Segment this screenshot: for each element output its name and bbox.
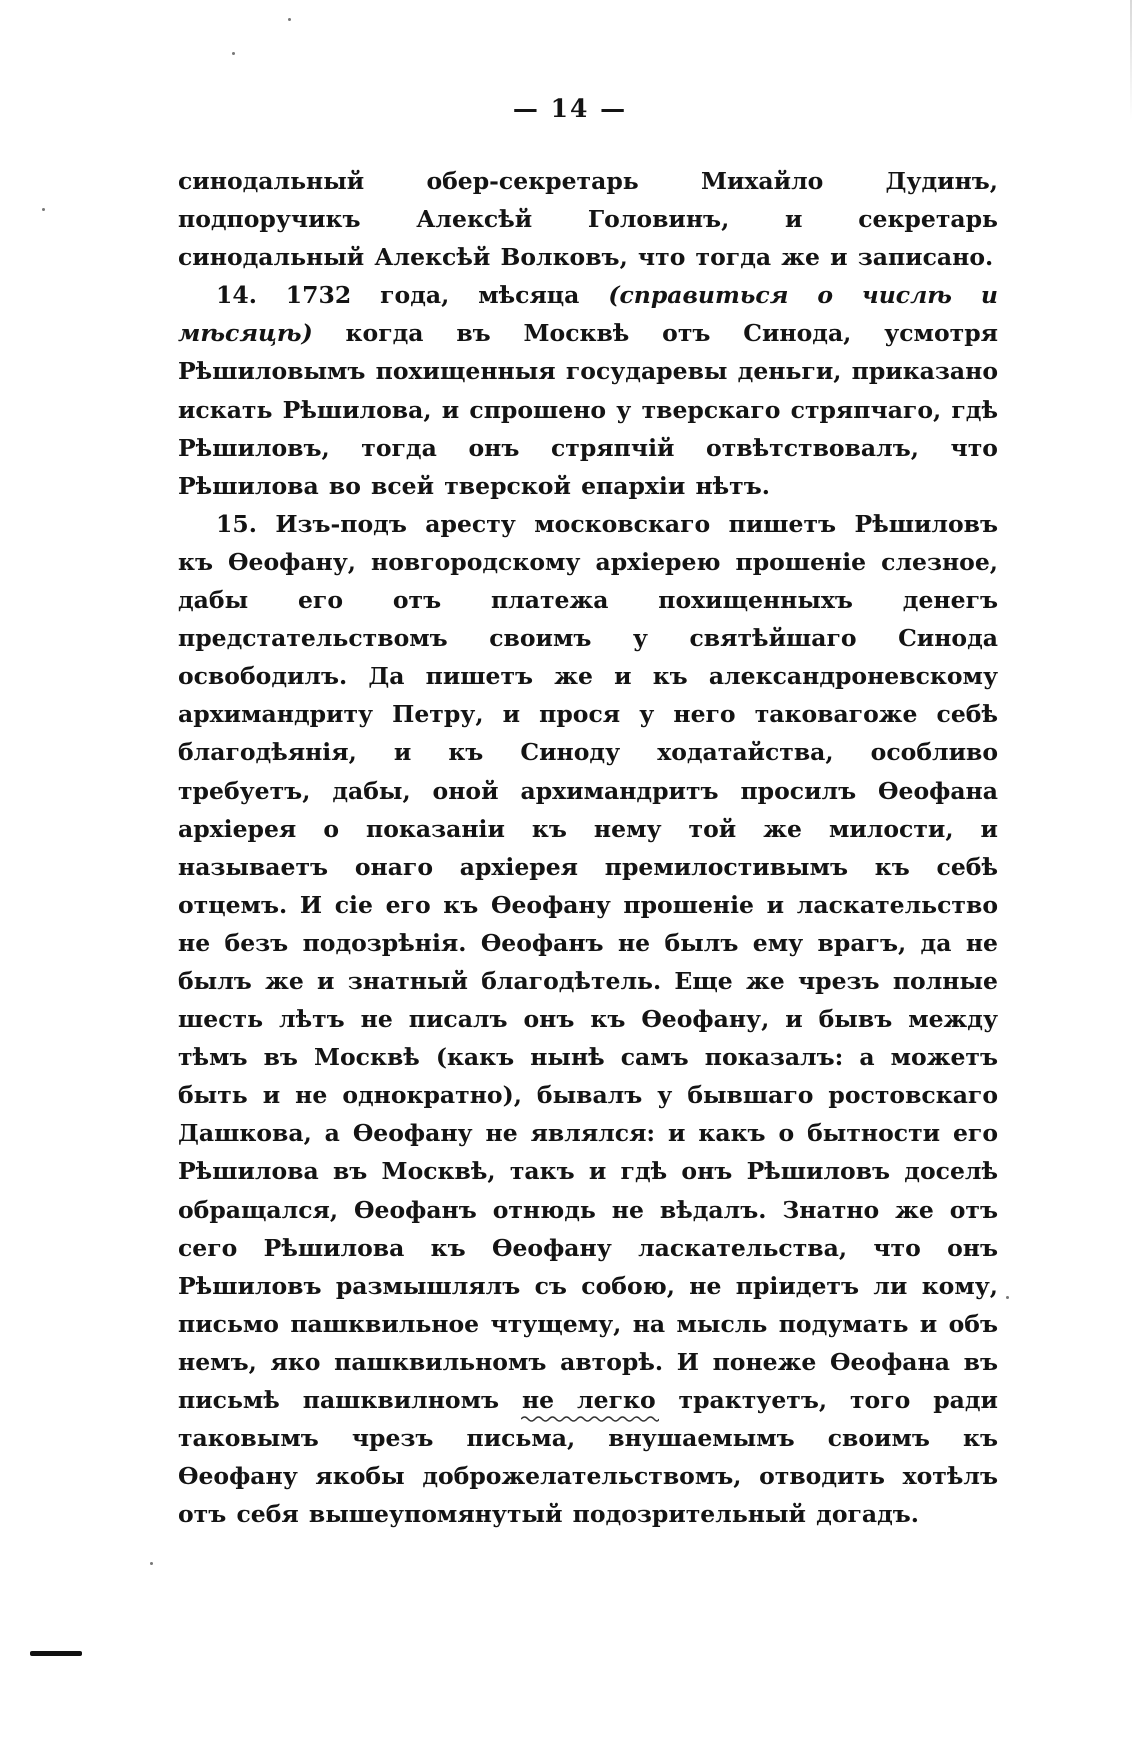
scan-speck xyxy=(1006,1296,1009,1299)
section-end-ornament xyxy=(521,1414,659,1424)
paragraph-continuation xyxy=(178,162,998,276)
scan-speck xyxy=(150,1562,153,1565)
scan-speck xyxy=(42,208,45,211)
paragraph-text: 14. 1732 года, мѣсяца xyxy=(216,281,609,310)
paragraph-14 xyxy=(178,276,998,505)
scan-speck xyxy=(288,18,291,21)
paragraph-text: 15. Изъ-подъ аресту московскаго пишетъ Рѣшиловъ къ Ѳеофану, новгородскому архіерею прошеніе слезное, дабы его отъ платежа похищенныхъ денегъ предстательствомъ своимъ у святѣйшаго Синода освободилъ. Да пишетъ же и къ александроневскому архимандриту Петру, и прося у него таковагоже себѣ благодѣянія, и къ Синоду ходатайства, особливо требуетъ, дабы, оной архимандритъ просилъ Ѳеофана архіерея о показаніи къ нему той же милости, и называетъ онаго архіерея премилостивымъ къ себѣ отцемъ. И сіе его къ Ѳеофану прошеніе и ласкательство не безъ подозрѣнія. Ѳеофанъ не былъ ему врагъ, да не былъ же и знатный благодѣтель. Еще же чрезъ полные шесть лѣтъ не писалъ онъ къ Ѳеофану, и бывъ между тѣмъ въ Москвѣ (какъ нынѣ самъ показалъ: а можетъ быть и не однократно), бывалъ у бывшаго ростовскаго Дашкова, а Ѳеофану не являлся: и какъ о бытности его Рѣшилова въ Москвѣ, такъ и гдѣ онъ Рѣшиловъ доселѣ обращался, Ѳеофанъ отнюдь не вѣдалъ. Знатно же отъ сего Рѣшилова къ Ѳеофану ласкательства, что онъ Рѣшиловъ размышлялъ съ собою, не пріидетъ ли кому, письмо пашквильное чтущему, на мысль подумать и объ немъ, яко пашквильномъ авторѣ. И понеже Ѳеофана въ письмѣ пашквилномъ не легко трактуетъ, того ради таковымъ чрезъ письма, внушаемымъ своимъ къ Ѳеофану якобы доброжелательствомъ, отводить хотѣлъ отъ себя вышеупомянутый подозрительный догадъ. xyxy=(178,509,998,1529)
margin-mark xyxy=(30,1651,82,1656)
scan-speck xyxy=(232,52,235,55)
body-text xyxy=(178,162,998,1533)
paragraph-text: когда въ Москвѣ отъ Синода, усмотря Рѣшиловымъ похищенныя государевы деньги, приказано искать Рѣшилова, и спрошено у тверскаго стряпчаго, гдѣ Рѣшиловъ, тогда онъ стряпчій отвѣтствовалъ, что Рѣшилова во всей тверской епархіи нѣтъ. xyxy=(178,319,998,500)
paragraph-text: синодальный обер-секретарь Михайло Дудинъ, подпоручикъ Алексѣй Головинъ, и секретарь синодальный Алексѣй Волковъ, что тогда же и записано. xyxy=(178,167,998,272)
paragraph-15 xyxy=(178,505,998,1534)
page-number: — 14 — xyxy=(512,94,628,123)
editorial-note: (справиться о числѣ и мѣсяцѣ) xyxy=(178,281,998,348)
